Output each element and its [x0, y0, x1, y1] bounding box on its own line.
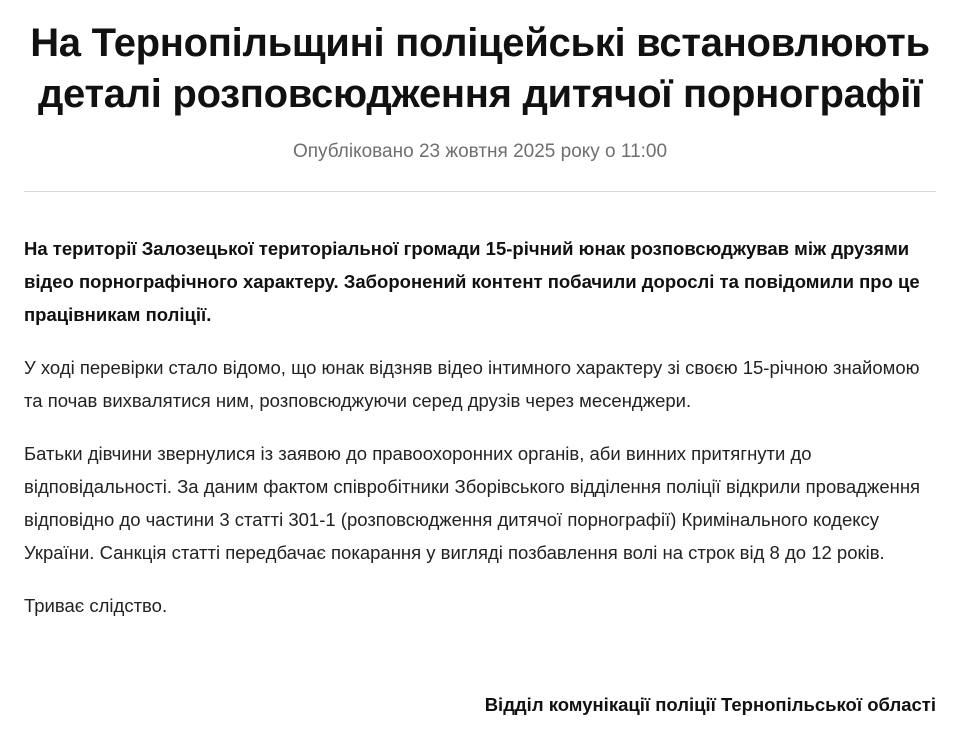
article-body: [24, 232, 936, 622]
body-paragraph: У ході перевірки стало відомо, що юнак відзняв відео інтимного характеру зі своєю 15-річною знайомою та почав вихвалятися ним, розповсюджуючи серед друзів через месенджери.: [24, 357, 920, 411]
article-title: На Тернопільщині поліцейські встановлюють деталі розповсюдження дитячої порнографії: [30, 21, 930, 116]
body-paragraph: Батьки дівчини звернулися із заявою до правоохоронних органів, аби винних притягнути до відповідальності. За даним фактом співробітники Зборівського відділення поліції відкрили провадження відповідно до частини 3 статті 301-1 (розповсюдження дитячої порнографії) Кримінального кодексу України. Санкція статті передбачає покарання у вигляді позбавлення волі на строк від 8 до 12 років.: [24, 443, 921, 563]
divider: [24, 191, 936, 192]
publish-date: Опубліковано 23 жовтня 2025 року о 11:00: [292, 141, 668, 162]
article-signature: Відділ комунікації поліції Тернопільської області: [484, 694, 936, 715]
closing-paragraph: Триває слідство.: [24, 595, 168, 616]
lead-paragraph: На території Залозецької територіальної громади 15-річний юнак розповсюджував між друзями відео порнографічного характеру. Заборонений контент побачили дорослі та повідомили про це працівникам поліції.: [24, 238, 920, 325]
